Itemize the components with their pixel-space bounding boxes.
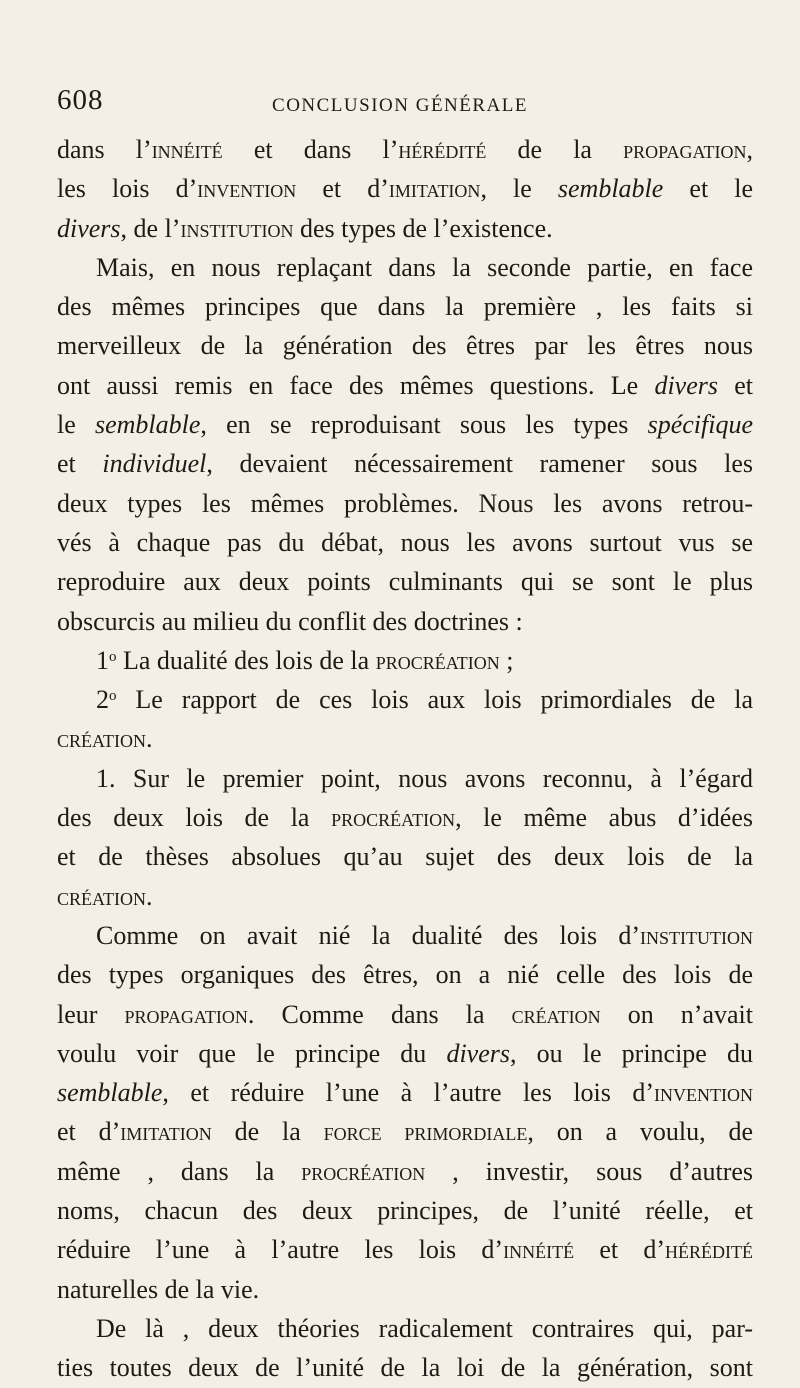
text-run: reproduire aux deux points culminants qui se sont le plus [57,567,753,597]
text-run: et [717,370,753,400]
text-run: et le [663,174,754,204]
small-caps-term: force primordiale [323,1117,528,1147]
text-line [57,1309,753,1348]
small-caps-term: propagation [623,135,747,164]
text-run: même , dans la [57,1156,302,1186]
text-run: et dans l’ [222,135,399,164]
text-line [57,130,753,169]
small-caps-term: création. [57,881,153,911]
text-run: 1 [96,645,109,675]
italic-term: semblable [94,410,201,440]
small-caps-term: innéité [503,1235,575,1265]
text-line [57,1152,753,1191]
text-line [57,877,753,916]
text-run: des mêmes principes que dans la première , les faits si [57,292,753,322]
small-caps-term: imitation [388,174,481,204]
italic-term: individuel [102,449,207,479]
text-run: De là , deux théories radicalement contraires qui, par- [96,1313,753,1343]
ordinal-marker: o [109,688,117,705]
text-run: et [57,449,103,479]
text-run: , investir, sous d’autres [425,1156,754,1186]
text-run: , le [480,174,558,204]
text-run: , en se reproduisant sous les types [200,410,648,440]
text-line [57,641,753,680]
page-number: 608 [57,84,104,116]
text-line [57,1191,753,1230]
text-line [57,1073,753,1112]
text-line [57,719,753,758]
text-line [57,1348,753,1387]
text-run: des types organiques des êtres, on a nié celle des lois de [57,960,753,990]
ordinal-marker: o [109,648,117,665]
text-line [57,248,753,287]
text-line [57,680,753,719]
italic-term: semblable [57,1078,163,1108]
text-line [57,326,753,365]
text-line [57,602,753,641]
small-caps-term: hérédité [398,135,487,164]
text-run: Le rapport de ces lois aux lois primordiales de la [116,685,753,715]
text-line [57,562,753,601]
text-run: ; [499,645,514,675]
text-line [57,759,753,798]
small-caps-term: institution [640,920,753,950]
text-run: ties toutes deux de l’unité de la loi de la génération, sont [57,1353,753,1383]
text-run: et d’ [574,1235,666,1265]
text-line [57,1034,753,1073]
italic-term: divers [57,213,121,243]
text-run: La dualité des lois de la [116,645,376,675]
text-run: , et réduire l’une à l’autre les lois d’ [162,1078,655,1108]
italic-term: divers [446,1038,510,1068]
text-run: vés à chaque pas du débat, nous les avons surtout vus se [57,527,753,557]
small-caps-term: hérédité [665,1235,754,1265]
text-run: Comme on avait nié la dualité des lois d’ [96,920,641,950]
text-line [57,837,753,876]
text-run: on n’avait [600,999,753,1029]
text-run: dans l’ [57,135,152,164]
text-line [57,444,753,483]
text-run: 2 [96,685,109,715]
text-run: deux types les mêmes problèmes. Nous les avons retrou- [57,488,753,518]
text-line [57,1112,753,1151]
text-run: naturelles de la vie. [57,1274,260,1304]
text-run: , de l’ [120,213,181,243]
small-caps-term: imitation [120,1117,212,1147]
text-run: obscurcis au milieu du conflit des doctrines : [57,606,523,636]
text-line [57,1230,753,1269]
body-text [57,130,753,1388]
text-run: ont aussi remis en face des mêmes questions. Le [57,370,655,400]
text-run: merveilleux de la génération des êtres par les êtres nous [57,331,753,361]
italic-term: divers [654,370,718,400]
text-run: de la [486,135,624,164]
small-caps-term: procréation [331,803,456,833]
small-caps-term: création [511,999,601,1029]
text-line [57,287,753,326]
small-caps-term: création. [57,724,153,754]
small-caps-term: invention [197,174,297,204]
text-run: des types de l’existence. [293,213,553,243]
text-line [57,1270,753,1309]
text-run: . Comme dans la [247,999,512,1029]
text-line [57,955,753,994]
small-caps-term: propagation [124,999,248,1029]
text-line [57,916,753,955]
text-line [57,995,753,1034]
text-line [57,169,753,208]
text-run: voulu voir que le principe du [57,1038,447,1068]
text-line [57,798,753,837]
page-header [0,84,800,124]
small-caps-term: invention [654,1078,753,1108]
small-caps-term: institution [180,213,294,243]
italic-term: spécifique [647,410,753,440]
text-line [57,366,753,405]
text-run: , on a voulu, de [527,1117,753,1147]
text-run: des deux lois de la [57,803,332,833]
text-line [57,209,753,248]
text-run: réduire l’une à l’autre les lois d’ [57,1235,504,1265]
text-run: et d’ [57,1117,121,1147]
text-run: , ou le principe du [509,1038,753,1068]
text-line [57,405,753,444]
italic-term: semblable [557,174,664,204]
text-line [57,484,753,523]
text-run: et d’ [296,174,389,204]
text-run: les lois d’ [57,174,198,204]
small-caps-term: procréation [375,645,500,675]
text-run: noms, chacun des deux principes, de l’unité réelle, et [57,1196,753,1226]
text-line [57,523,753,562]
text-run: , [746,135,753,164]
text-run: de la [211,1117,324,1147]
small-caps-term: innéité [151,135,223,164]
text-run: et de thèses absolues qu’au sujet des deux lois de la [57,842,753,872]
text-run: , le même abus d’idées [455,803,753,833]
small-caps-term: procréation [301,1156,426,1186]
text-run: Mais, en nous replaçant dans la seconde partie, en face [96,252,753,282]
text-run: leur [57,999,125,1029]
text-run: le [57,410,95,440]
running-head: CONCLUSION GÉNÉRALE [272,95,528,116]
text-run: , devaient nécessairement ramener sous les [206,449,754,479]
text-run: 1. Sur le premier point, nous avons reconnu, à l’égard [96,763,753,793]
